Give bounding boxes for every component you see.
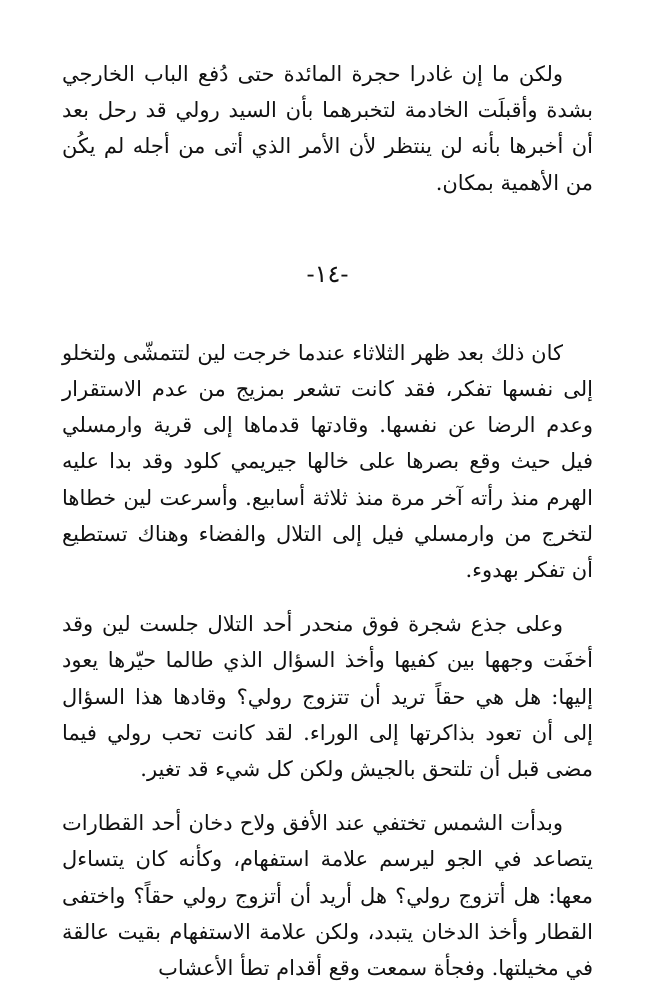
book-page: [62, 56, 593, 1000]
paragraph-2: كان ذلك بعد ظهر الثلاثاء عندما خرجت لين لتتمشّى ولتخلو إلى نفسها تفكر، فقد كانت تشعر بمزيج من عدم الاستقرار وعدم الرضا عن نفسها. وقادتها قدماها إلى قرية وارمسلي فيل حيث وقع بصرها على خالها جيريمي كلود وقد بدا عليه الهرم منذ رأته آخر مرة منذ ثلاثة أسابيع. وأسرعت لين خطاها لتخرج من وارمسلي فيل إلى التلال والفضاء وهناك تستطيع أن تفكر بهدوء.: [62, 340, 593, 583]
paragraph-1: ولكن ما إن غادرا حجرة المائدة حتى دُفع الباب الخارجي بشدة وأقبلَت الخادمة لتخبرهما بأن السيد رولي قد رحل بعد أن أخبرها بأنه لن ينتظر لأن الأمر الذي أتى من أجله لم يكُن من الأهمية بمكان.: [62, 62, 593, 195]
chapter-number: -١٤-: [306, 259, 349, 288]
paragraph-4: وبدأت الشمس تختفي عند الأفق ولاح دخان أحد القطارات يتصاعد في الجو ليرسم علامة استفهام، وكأنه كان يتساءل معها: هل أتزوج رولي؟ هل أريد أن أتزوج رولي حقاً؟ واختفى القطار وأخذ الدخان يتبدد، ولكن علامة الاستفهام بقيت عالقة في مخيلتها. وفجأة سمعت وقع أقدام تطأ الأعشاب: [62, 811, 593, 981]
paragraph-3: وعلى جذع شجرة فوق منحدر أحد التلال جلست لين وقد أخفَت وجهها بين كفيها وأخذ السؤال الذي طالما حيّرها يعود إليها: هل هي حقاً تريد أن تتزوج رولي؟ وقادها هذا السؤال إلى أن تعود بذاكرتها إلى الوراء. لقد كانت تحب رولي فيما مضى قبل أن تلتحق بالجيش ولكن كل شيء قد تغير.: [62, 612, 593, 782]
